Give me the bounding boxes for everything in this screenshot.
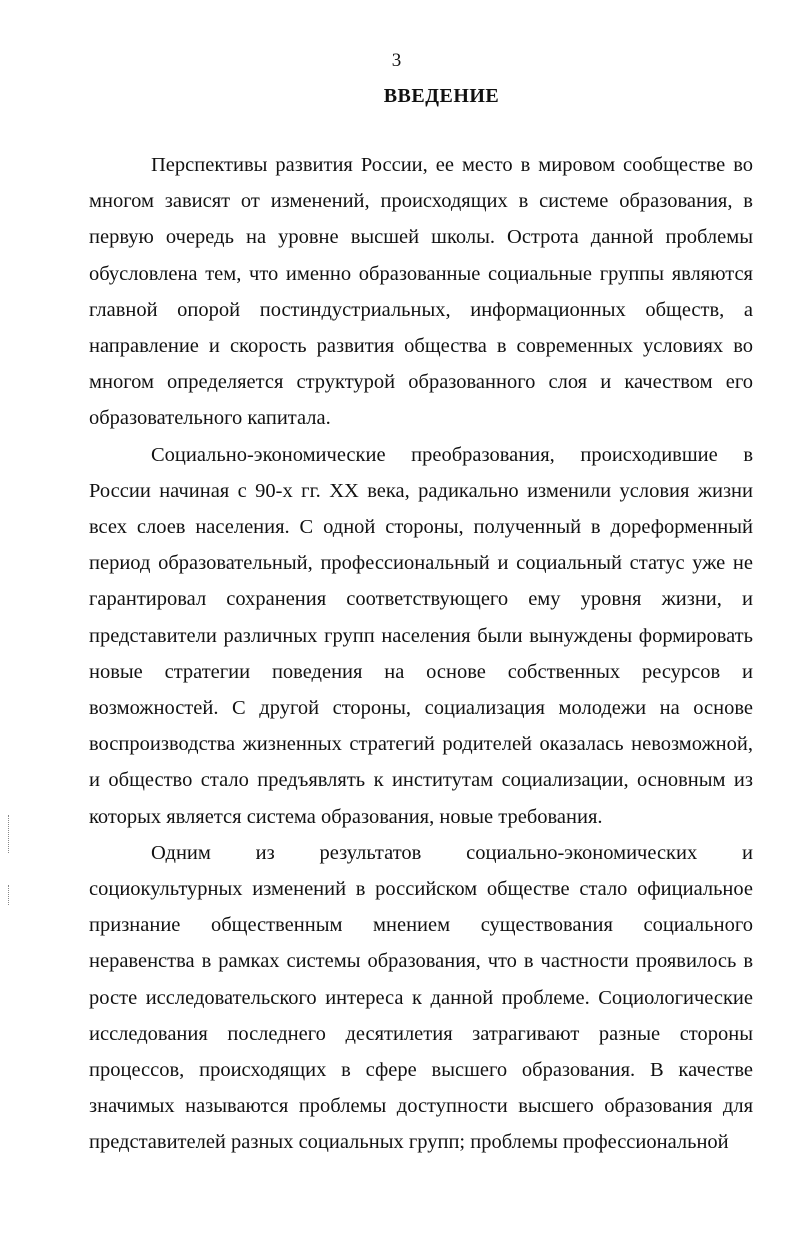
paragraph-2: Социально-экономические преобразования, происходившие в России начиная с 90-х гг. XX века, радикально изменили условия жизни всех слоев населения. С одной стороны, полученный в дореформенный период образовательный, профессиональный и социальный статус уже не гарантировал сохранения соответствующего ему уровня жизни, и представители различных групп населения были вынуждены формировать новые стратегии поведения на основе собственных ресурсов и возможностей. С другой стороны, социализация молодежи на основе воспроизводства жизненных стратегий родителей оказалась невозможной, и общество стало предъявлять к институтам социализации, основным из которых является система образования, новые требования. <box>89 443 753 828</box>
section-heading: ВВЕДЕНИЕ <box>383 85 500 107</box>
paragraph-1: Перспективы развития России, ее место в мировом сообществе во многом зависят от изменений, происходящих в системе образования, в первую очередь на уровне высшей школы. Острота данной проблемы обусловлена тем, что именно образованные социальные группы являются главной опорой постиндустриальных, информационных обществ, а направление и скорость развития общества в современных условиях во многом определяется структурой образованного слоя и качеством его образовательного капитала. <box>89 154 753 430</box>
paragraph-3: Одним из результатов социально-экономических и социокультурных изменений в российском обществе стало официальное признание общественным мнением существования социального неравенства в рамках системы образования, что в частности проявилось в росте исследовательского интереса к данной проблеме. Социологические исследования последнего десятилетия затрагивают разные стороны процессов, происходящих в сфере высшего образования. В качестве значимых называются проблемы доступности высшего образования для представителей разных социальных групп; проблемы профессиональной <box>89 841 753 1154</box>
margin-scan-mark <box>8 885 10 905</box>
page-number: 3 <box>391 50 402 71</box>
body-text <box>89 147 753 1161</box>
margin-scan-mark <box>8 815 10 853</box>
